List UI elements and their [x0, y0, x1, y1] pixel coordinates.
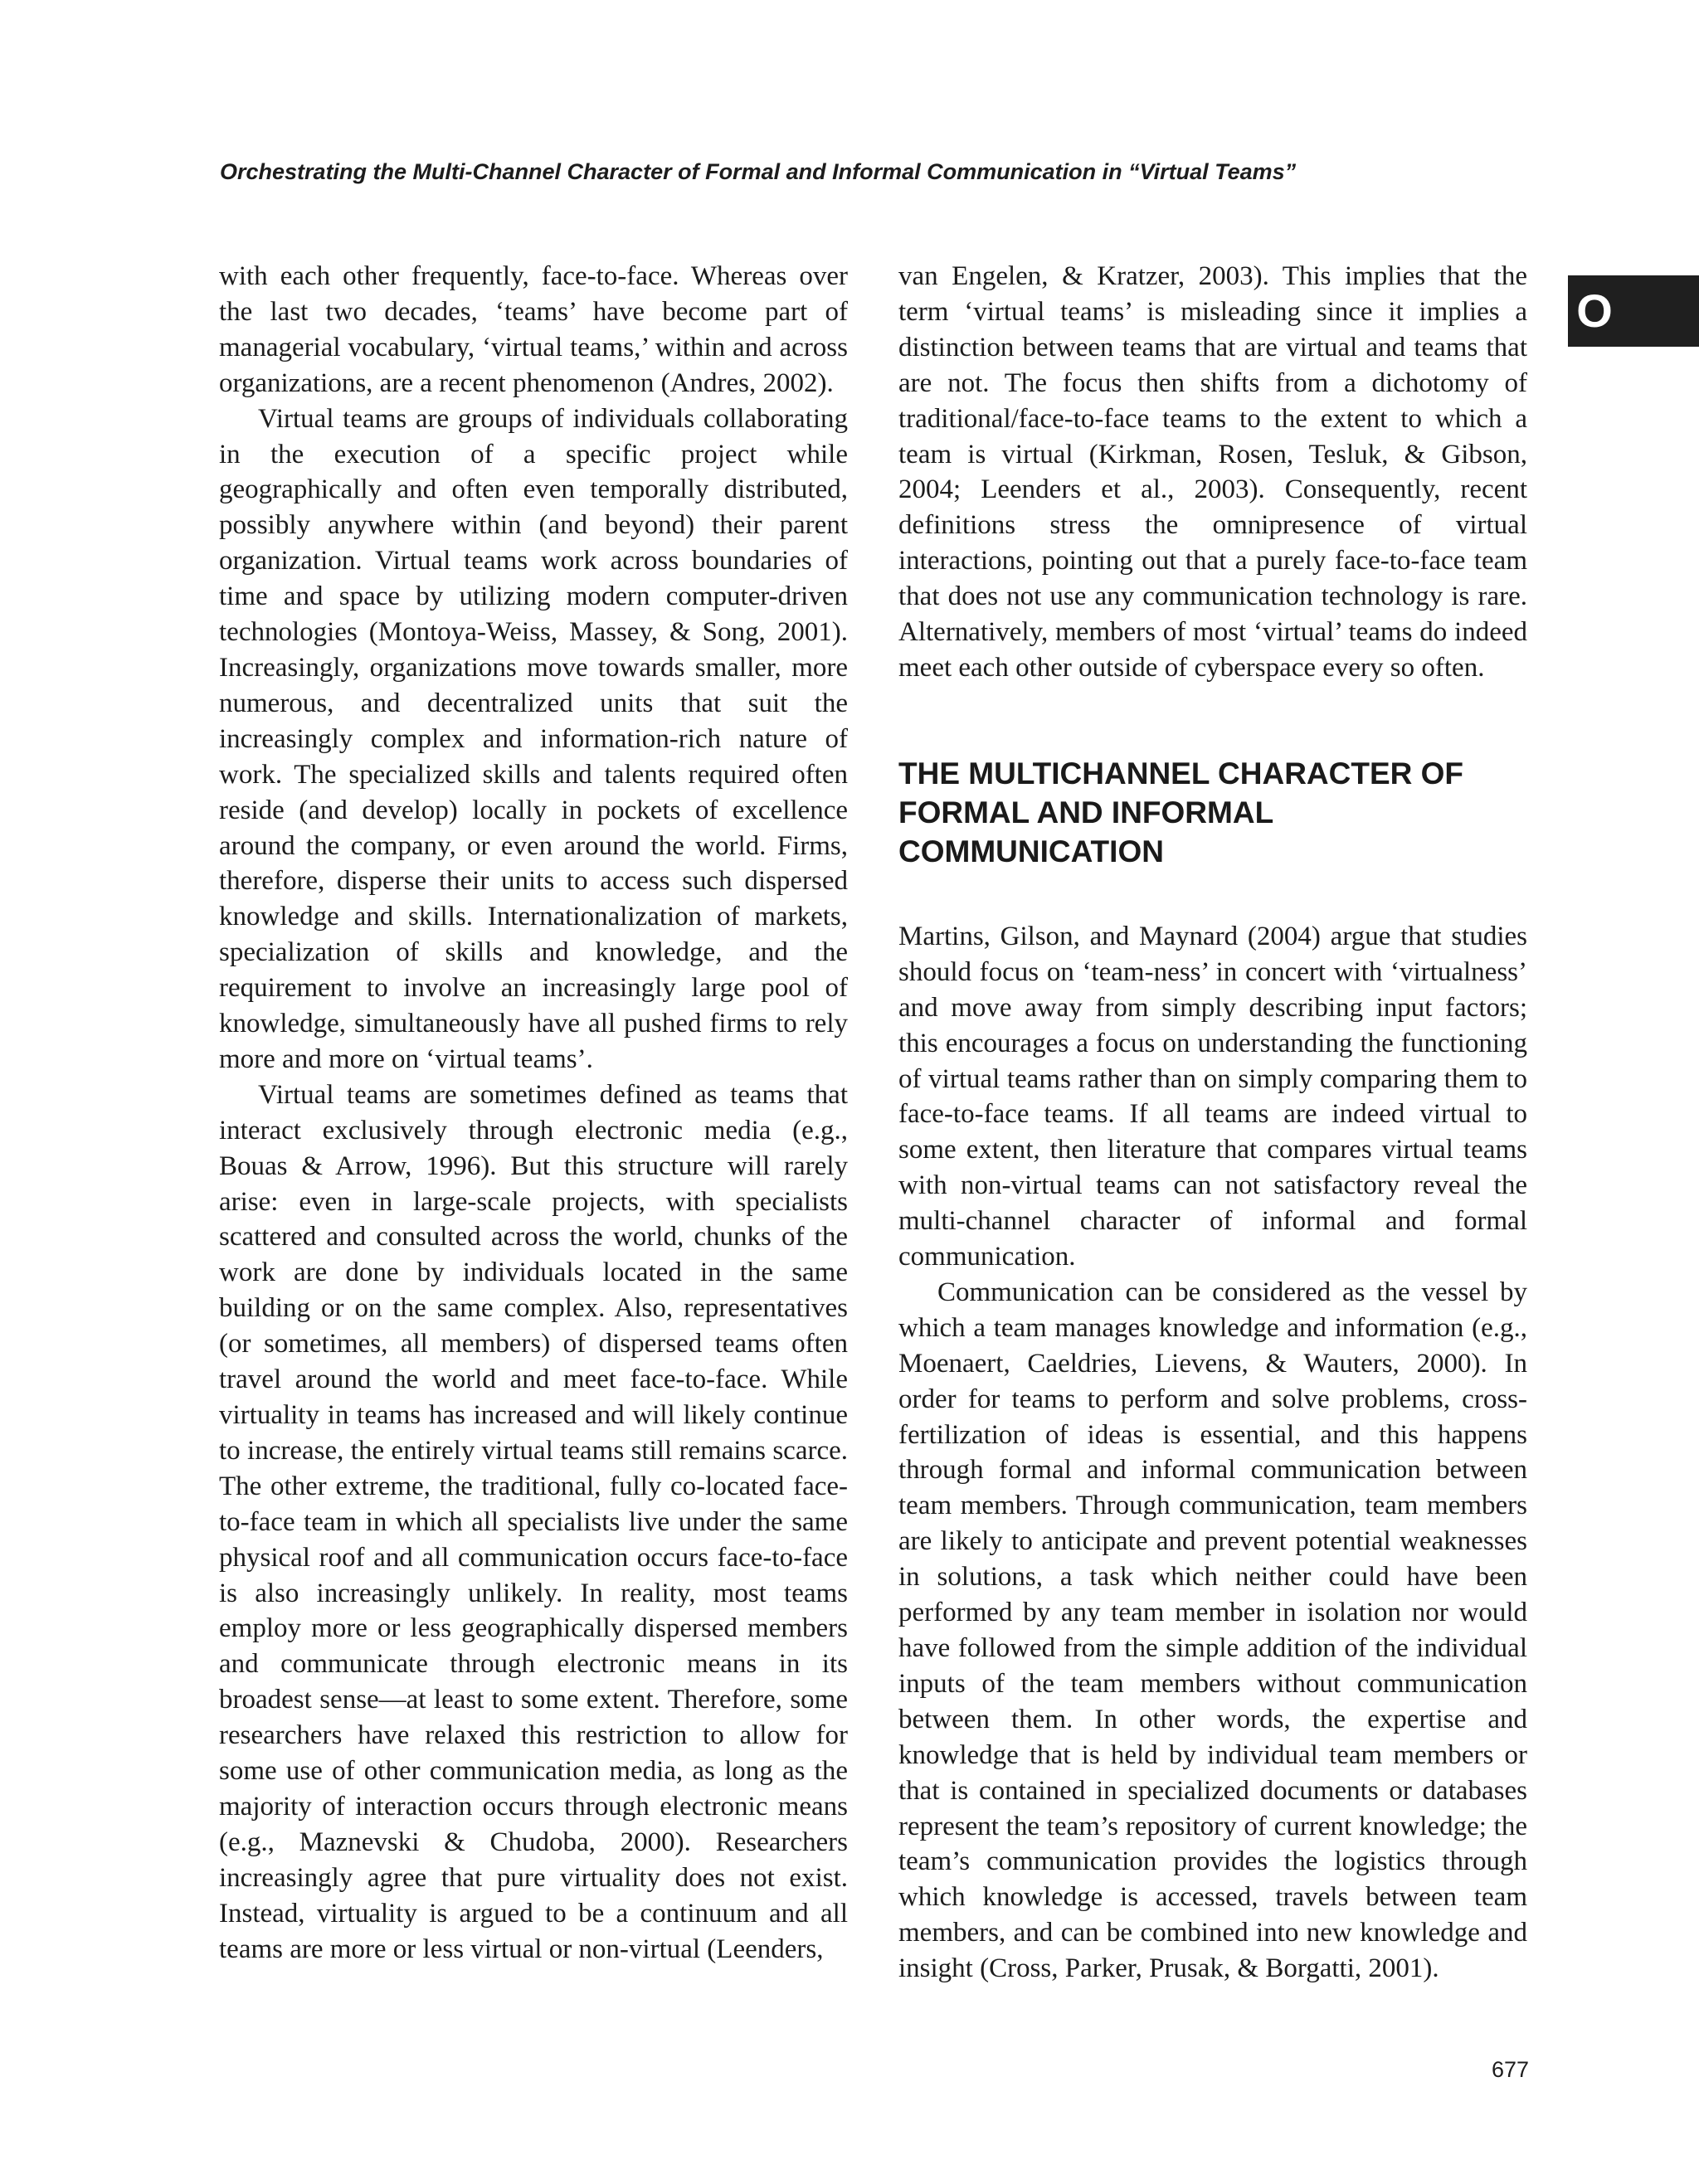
- running-header: Orchestrating the Multi-Channel Character of Formal and Informal Communication in “Virtual Teams”: [220, 159, 1297, 184]
- left-paragraph-3: Virtual teams are sometimes defined as teams that interact exclusively through electronic media (e.g., Bouas & Arrow, 1996). But this structure will rarely arise: even in large-scale projects, with specialists scattered and consulted across the world, chunks of the work are done by individuals located in the same building or on the same complex. Also, representatives (or sometimes, all members) of dispersed teams often travel around the world and meet face-to-face. While virtuality in teams has increased and will likely continue to increase, the entirely virtual teams still remains scarce. The other extreme, the traditional, fully co-located face-to-face team in which all specialists live under the same physical roof and all communication occurs face-to-face is also increasingly unlikely. In reality, most teams employ more or less geographically dispersed members and communicate through electronic means in its broadest sense—at least to some extent. Therefore, some researchers have relaxed this restriction to allow for some use of other communication media, as long as the majority of interaction occurs through electronic means (e.g., Maznevski & Chudoba, 2000). Researchers increasingly agree that pure virtuality does not exist. Instead, virtuality is argued to be a continuum and all teams are more or less virtual or non-virtual (Leenders,: [219, 1079, 848, 1964]
- right-paragraph-2: Communication can be considered as the vessel by which a team manages knowledge and information (e.g., Moenaert, Caeldries, Lievens, & Wauters, 2000). In order for teams to perform and solve problems, cross-fertilization of ideas is essential, and this happens through formal and informal communication between team members. Through communication, team members are likely to anticipate and prevent potential weaknesses in solutions, a task which neither could have been performed by any team member in isolation nor would have followed from the simple addition of the individual inputs of the team members without communication between them. In other words, the expertise and knowledge that is held by individual team members or that is contained in specialized documents or databases represent the team’s repository of current knowledge; the team’s communication provides the logistics through which knowledge is accessed, travels between team members, and can be combined into new knowledge and insight (Cross, Parker, Prusak, & Borgatti, 2001).: [898, 1277, 1527, 1984]
- section-heading: THE MULTICHANNEL CHARACTER OF FORMAL AND INFORMAL COMMUNICATION: [898, 756, 1464, 868]
- page-number: 677: [1491, 2057, 1529, 2082]
- left-column: [219, 259, 848, 1968]
- right-intro-paragraph: van Engelen, & Kratzer, 2003). This implies that the term ‘virtual teams’ is misleading since it implies a distinction between teams that are virtual and teams that are not. The focus then shifts from a dichotomy of traditional/face-to-face teams to the extent to which a team is virtual (Kirkman, Rosen, Tesluk, & Gibson, 2004; Leenders et al., 2003). Consequently, recent definitions stress the omnipresence of virtual interactions, pointing out that a purely face-to-face team that does not use any communication technology is rare. Alternatively, members of most ‘virtual’ teams do indeed meet each other outside of cyberspace every so often.: [898, 261, 1527, 683]
- right-paragraph-1: Martins, Gilson, and Maynard (2004) argue that studies should focus on ‘team-ness’ in concert with ‘virtualness’ and move away from simply describing input factors; this encourages a focus on understanding the functioning of virtual teams rather than on simply comparing them to face-to-face teams. If all teams are indeed virtual to some extent, then literature that compares virtual teams with non-virtual teams can not satisfactory reveal the multi-channel character of informal and formal communication.: [898, 921, 1527, 1272]
- right-column: [898, 259, 1527, 1987]
- section-tab-letter: O: [1576, 285, 1613, 337]
- left-paragraph-2: Virtual teams are groups of individuals collaborating in the execution of a specific project while geographically and often even temporally distributed, possibly anywhere within (and beyond) their parent organization. Virtual teams work across boundaries of time and space by utilizing modern computer-driven technologies (Montoya-Weiss, Massey, & Song, 2001). Increasingly, organizations move towards smaller, more numerous, and decentralized units that suit the increasingly complex and information-rich nature of work. The specialized skills and talents required often reside (and develop) locally in pockets of excellence around the company, or even around the world. Firms, therefore, disperse their units to access such dispersed knowledge and skills. Internationalization of markets, specialization of skills and knowledge, and the requirement to involve an increasingly large pool of knowledge, simultaneously have all pushed firms to rely more and more on ‘virtual teams’.: [219, 403, 848, 1074]
- section-thumb-tab: [1568, 275, 1699, 347]
- left-paragraph-1: with each other frequently, face-to-face. Whereas over the last two decades, ‘teams’ have become part of managerial vocabulary, ‘virtual teams,’ within and across organizations, are a recent phenomenon (Andres, 2002).: [219, 261, 848, 398]
